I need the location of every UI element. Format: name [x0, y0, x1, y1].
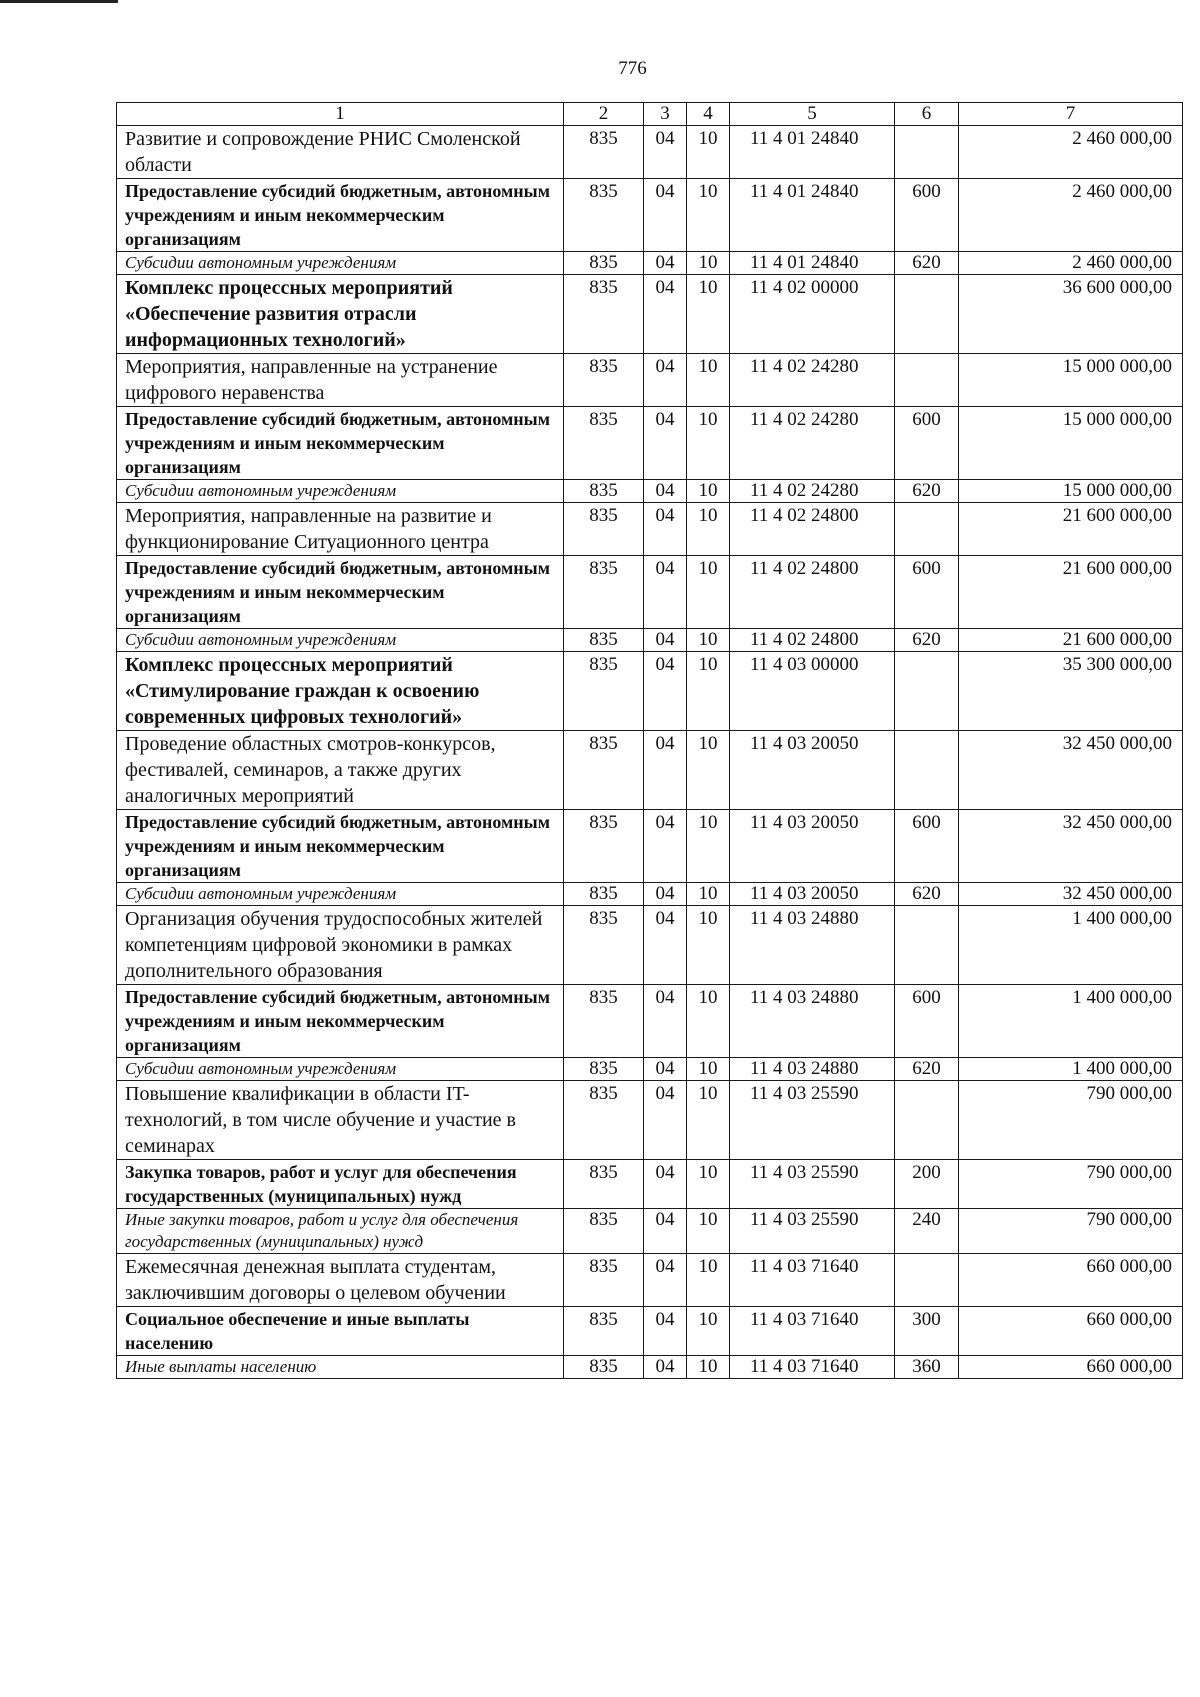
subsection-cell: 10	[687, 556, 730, 629]
target-article-cell: 11 4 02 24800	[730, 503, 895, 556]
target-article-cell: 11 4 03 24880	[730, 1058, 895, 1081]
amount-cell: 15 000 000,00	[959, 407, 1183, 480]
header-cell: 2	[564, 103, 644, 126]
table-row	[117, 126, 1183, 179]
expense-type-cell: 240	[895, 1209, 959, 1254]
description-cell: Иные закупки товаров, работ и услуг для обеспечения государственных (муниципальных) нужд	[117, 1209, 564, 1254]
target-article-cell: 11 4 02 24280	[730, 407, 895, 480]
section-cell: 04	[644, 652, 687, 731]
expense-type-cell: 300	[895, 1307, 959, 1356]
table-row	[117, 652, 1183, 731]
expense-type-cell	[895, 1081, 959, 1160]
target-article-cell: 11 4 01 24840	[730, 179, 895, 252]
target-article-cell: 11 4 03 00000	[730, 652, 895, 731]
amount-cell: 32 450 000,00	[959, 810, 1183, 883]
table-row	[117, 1209, 1183, 1254]
admin-code-cell: 835	[564, 629, 644, 652]
section-cell: 04	[644, 252, 687, 275]
section-cell: 04	[644, 407, 687, 480]
admin-code-cell: 835	[564, 652, 644, 731]
admin-code-cell: 835	[564, 480, 644, 503]
description-cell: Предоставление субсидий бюджетным, автономным учреждениям и иным некоммерческим организациям	[117, 810, 564, 883]
section-cell: 04	[644, 1160, 687, 1209]
target-article-cell: 11 4 03 71640	[730, 1254, 895, 1307]
admin-code-cell: 835	[564, 1058, 644, 1081]
section-cell: 04	[644, 480, 687, 503]
amount-cell: 1 400 000,00	[959, 1058, 1183, 1081]
admin-code-cell: 835	[564, 252, 644, 275]
admin-code-cell: 835	[564, 906, 644, 985]
expense-type-cell: 600	[895, 179, 959, 252]
target-article-cell: 11 4 02 24800	[730, 629, 895, 652]
amount-cell: 21 600 000,00	[959, 503, 1183, 556]
description-cell: Субсидии автономным учреждениям	[117, 629, 564, 652]
admin-code-cell: 835	[564, 556, 644, 629]
description-cell: Ежемесячная денежная выплата студентам, заключившим договоры о целевом обучении	[117, 1254, 564, 1307]
section-cell: 04	[644, 629, 687, 652]
amount-cell: 660 000,00	[959, 1254, 1183, 1307]
expense-type-cell: 600	[895, 407, 959, 480]
table-row	[117, 407, 1183, 480]
amount-cell: 2 460 000,00	[959, 126, 1183, 179]
section-cell: 04	[644, 883, 687, 906]
table-header-row	[117, 103, 1183, 126]
section-cell: 04	[644, 810, 687, 883]
subsection-cell: 10	[687, 731, 730, 810]
section-cell: 04	[644, 556, 687, 629]
subsection-cell: 10	[687, 1209, 730, 1254]
table-row	[117, 556, 1183, 629]
admin-code-cell: 835	[564, 1160, 644, 1209]
description-cell: Субсидии автономным учреждениям	[117, 1058, 564, 1081]
header-cell: 6	[895, 103, 959, 126]
subsection-cell: 10	[687, 354, 730, 407]
table-row	[117, 629, 1183, 652]
description-cell: Предоставление субсидий бюджетным, автономным учреждениям и иным некоммерческим организациям	[117, 556, 564, 629]
section-cell: 04	[644, 1356, 687, 1379]
section-cell: 04	[644, 906, 687, 985]
expense-type-cell	[895, 503, 959, 556]
admin-code-cell: 835	[564, 1209, 644, 1254]
description-cell: Предоставление субсидий бюджетным, автономным учреждениям и иным некоммерческим организациям	[117, 179, 564, 252]
description-cell: Проведение областных смотров-конкурсов, фестивалей, семинаров, а также других аналогичных мероприятий	[117, 731, 564, 810]
expense-type-cell: 200	[895, 1160, 959, 1209]
table-row	[117, 731, 1183, 810]
section-cell: 04	[644, 731, 687, 810]
target-article-cell: 11 4 03 24880	[730, 985, 895, 1058]
admin-code-cell: 835	[564, 731, 644, 810]
table-row	[117, 1356, 1183, 1379]
amount-cell: 32 450 000,00	[959, 883, 1183, 906]
expense-type-cell	[895, 652, 959, 731]
table-row	[117, 1160, 1183, 1209]
header-cell: 4	[687, 103, 730, 126]
target-article-cell: 11 4 03 25590	[730, 1081, 895, 1160]
header-cell: 5	[730, 103, 895, 126]
description-cell: Развитие и сопровождение РНИС Смоленской области	[117, 126, 564, 179]
expense-type-cell: 620	[895, 883, 959, 906]
description-cell: Организация обучения трудоспособных жителей компетенциям цифровой экономики в рамках дополнительного образования	[117, 906, 564, 985]
description-cell: Комплекс процессных мероприятий «Стимулирование граждан к освоению современных цифровых технологий»	[117, 652, 564, 731]
expense-type-cell	[895, 906, 959, 985]
subsection-cell: 10	[687, 407, 730, 480]
target-article-cell: 11 4 02 24800	[730, 556, 895, 629]
expense-type-cell: 360	[895, 1356, 959, 1379]
admin-code-cell: 835	[564, 810, 644, 883]
table-row	[117, 1254, 1183, 1307]
description-cell: Закупка товаров, работ и услуг для обеспечения государственных (муниципальных) нужд	[117, 1160, 564, 1209]
table-row	[117, 1081, 1183, 1160]
amount-cell: 1 400 000,00	[959, 985, 1183, 1058]
budget-table	[116, 102, 1183, 1379]
section-cell: 04	[644, 1058, 687, 1081]
target-article-cell: 11 4 03 25590	[730, 1209, 895, 1254]
amount-cell: 660 000,00	[959, 1356, 1183, 1379]
admin-code-cell: 835	[564, 985, 644, 1058]
table-row	[117, 354, 1183, 407]
admin-code-cell: 835	[564, 126, 644, 179]
amount-cell: 790 000,00	[959, 1209, 1183, 1254]
amount-cell: 32 450 000,00	[959, 731, 1183, 810]
subsection-cell: 10	[687, 126, 730, 179]
header-cell: 7	[959, 103, 1183, 126]
page-number: 776	[618, 58, 647, 79]
target-article-cell: 11 4 03 20050	[730, 810, 895, 883]
description-cell: Предоставление субсидий бюджетным, автономным учреждениям и иным некоммерческим организациям	[117, 407, 564, 480]
table-row	[117, 275, 1183, 354]
description-cell: Комплекс процессных мероприятий «Обеспечение развития отрасли информационных технологий»	[117, 275, 564, 354]
section-cell: 04	[644, 985, 687, 1058]
subsection-cell: 10	[687, 1307, 730, 1356]
description-cell: Социальное обеспечение и иные выплаты населению	[117, 1307, 564, 1356]
expense-type-cell: 600	[895, 810, 959, 883]
description-cell: Субсидии автономным учреждениям	[117, 252, 564, 275]
admin-code-cell: 835	[564, 883, 644, 906]
subsection-cell: 10	[687, 275, 730, 354]
subsection-cell: 10	[687, 179, 730, 252]
expense-type-cell: 620	[895, 629, 959, 652]
expense-type-cell	[895, 1254, 959, 1307]
target-article-cell: 11 4 03 71640	[730, 1356, 895, 1379]
table-row	[117, 503, 1183, 556]
section-cell: 04	[644, 179, 687, 252]
amount-cell: 2 460 000,00	[959, 179, 1183, 252]
section-cell: 04	[644, 503, 687, 556]
subsection-cell: 10	[687, 480, 730, 503]
amount-cell: 36 600 000,00	[959, 275, 1183, 354]
amount-cell: 790 000,00	[959, 1160, 1183, 1209]
expense-type-cell: 620	[895, 1058, 959, 1081]
top-rule	[0, 0, 118, 3]
admin-code-cell: 835	[564, 275, 644, 354]
expense-type-cell: 620	[895, 480, 959, 503]
admin-code-cell: 835	[564, 1307, 644, 1356]
expense-type-cell: 600	[895, 556, 959, 629]
table-row	[117, 810, 1183, 883]
subsection-cell: 10	[687, 252, 730, 275]
amount-cell: 1 400 000,00	[959, 906, 1183, 985]
description-cell: Иные выплаты населению	[117, 1356, 564, 1379]
admin-code-cell: 835	[564, 407, 644, 480]
description-cell: Предоставление субсидий бюджетным, автономным учреждениям и иным некоммерческим организациям	[117, 985, 564, 1058]
target-article-cell: 11 4 02 00000	[730, 275, 895, 354]
subsection-cell: 10	[687, 652, 730, 731]
amount-cell: 35 300 000,00	[959, 652, 1183, 731]
description-cell: Субсидии автономным учреждениям	[117, 480, 564, 503]
description-cell: Мероприятия, направленные на развитие и функционирование Ситуационного центра	[117, 503, 564, 556]
amount-cell: 21 600 000,00	[959, 556, 1183, 629]
section-cell: 04	[644, 354, 687, 407]
amount-cell: 2 460 000,00	[959, 252, 1183, 275]
amount-cell: 790 000,00	[959, 1081, 1183, 1160]
description-cell: Мероприятия, направленные на устранение цифрового неравенства	[117, 354, 564, 407]
admin-code-cell: 835	[564, 354, 644, 407]
header-cell: 1	[117, 103, 564, 126]
section-cell: 04	[644, 1254, 687, 1307]
table-row	[117, 1058, 1183, 1081]
table-row	[117, 906, 1183, 985]
subsection-cell: 10	[687, 810, 730, 883]
admin-code-cell: 835	[564, 179, 644, 252]
description-cell: Субсидии автономным учреждениям	[117, 883, 564, 906]
section-cell: 04	[644, 275, 687, 354]
amount-cell: 21 600 000,00	[959, 629, 1183, 652]
subsection-cell: 10	[687, 985, 730, 1058]
target-article-cell: 11 4 03 71640	[730, 1307, 895, 1356]
header-cell: 3	[644, 103, 687, 126]
target-article-cell: 11 4 03 20050	[730, 883, 895, 906]
admin-code-cell: 835	[564, 1081, 644, 1160]
admin-code-cell: 835	[564, 503, 644, 556]
amount-cell: 15 000 000,00	[959, 354, 1183, 407]
target-article-cell: 11 4 03 25590	[730, 1160, 895, 1209]
expense-type-cell	[895, 275, 959, 354]
table-row	[117, 985, 1183, 1058]
section-cell: 04	[644, 126, 687, 179]
target-article-cell: 11 4 01 24840	[730, 126, 895, 179]
subsection-cell: 10	[687, 629, 730, 652]
expense-type-cell: 600	[895, 985, 959, 1058]
expense-type-cell	[895, 354, 959, 407]
subsection-cell: 10	[687, 1058, 730, 1081]
description-cell: Повышение квалификации в области IT-технологий, в том числе обучение и участие в семинарах	[117, 1081, 564, 1160]
subsection-cell: 10	[687, 906, 730, 985]
table-row	[117, 1307, 1183, 1356]
expense-type-cell	[895, 126, 959, 179]
section-cell: 04	[644, 1307, 687, 1356]
amount-cell: 660 000,00	[959, 1307, 1183, 1356]
amount-cell: 15 000 000,00	[959, 480, 1183, 503]
target-article-cell: 11 4 03 24880	[730, 906, 895, 985]
section-cell: 04	[644, 1209, 687, 1254]
subsection-cell: 10	[687, 883, 730, 906]
table-row	[117, 480, 1183, 503]
target-article-cell: 11 4 01 24840	[730, 252, 895, 275]
subsection-cell: 10	[687, 1254, 730, 1307]
subsection-cell: 10	[687, 1356, 730, 1379]
target-article-cell: 11 4 02 24280	[730, 480, 895, 503]
table-row	[117, 179, 1183, 252]
expense-type-cell: 620	[895, 252, 959, 275]
section-cell: 04	[644, 1081, 687, 1160]
subsection-cell: 10	[687, 503, 730, 556]
subsection-cell: 10	[687, 1160, 730, 1209]
table-row	[117, 883, 1183, 906]
target-article-cell: 11 4 02 24280	[730, 354, 895, 407]
expense-type-cell	[895, 731, 959, 810]
subsection-cell: 10	[687, 1081, 730, 1160]
target-article-cell: 11 4 03 20050	[730, 731, 895, 810]
admin-code-cell: 835	[564, 1254, 644, 1307]
table-row	[117, 252, 1183, 275]
admin-code-cell: 835	[564, 1356, 644, 1379]
